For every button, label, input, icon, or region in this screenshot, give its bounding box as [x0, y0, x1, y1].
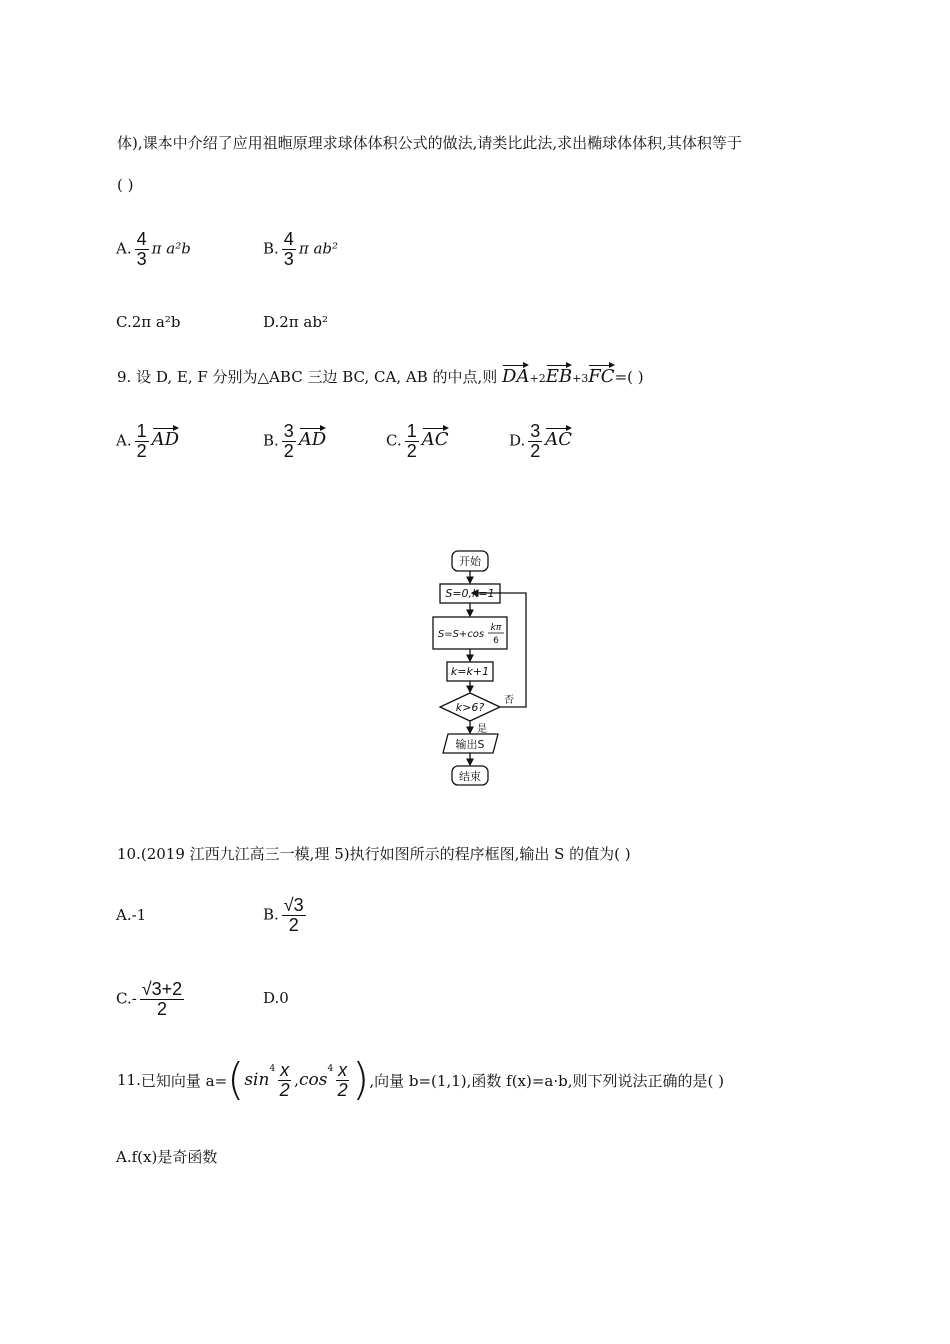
- numerator: 4: [283, 229, 294, 249]
- option-expression: π ab²: [298, 239, 338, 258]
- denominator: 3: [283, 248, 294, 269]
- coefficient: +3: [572, 372, 589, 385]
- fraction: [135, 230, 149, 269]
- end-label: 结束: [459, 770, 481, 783]
- q9-option-d: [509, 422, 572, 461]
- update-numerator: kπ: [490, 623, 502, 633]
- option-label: C.-: [116, 989, 137, 1008]
- vector: AD: [299, 425, 326, 450]
- option-label: B.: [263, 239, 279, 258]
- output-label: 输出S: [455, 738, 485, 751]
- start-label: 开始: [459, 555, 481, 568]
- condition-label: k>6?: [455, 701, 485, 714]
- fraction: [528, 422, 542, 461]
- fraction: [405, 422, 419, 461]
- fraction: [336, 1061, 349, 1100]
- q10-stem: [117, 843, 631, 864]
- numerator: x: [338, 1059, 348, 1080]
- q11-option-a: A.f(x)是奇函数: [116, 1148, 218, 1166]
- exponent: 4: [269, 1064, 276, 1074]
- vector: AC: [422, 425, 449, 450]
- vector: AD: [152, 425, 179, 450]
- vector-fc: FC: [588, 362, 614, 387]
- comma: ,: [294, 1071, 299, 1089]
- cos-function: cos: [298, 1070, 328, 1090]
- q10-option-c: [116, 980, 187, 1019]
- fraction: [282, 422, 296, 461]
- vector: AC: [545, 425, 572, 450]
- increment-label: k=k+1: [450, 665, 490, 678]
- q10-option-b: [263, 896, 309, 935]
- option-expression: π a²b: [151, 239, 191, 258]
- right-paren: ): [352, 1054, 370, 1105]
- answer-blank: =( ): [614, 368, 644, 386]
- q8-option-d: D.2π ab²: [263, 313, 328, 331]
- q8-option-a: [116, 230, 191, 269]
- option-label: A.: [116, 239, 132, 258]
- fraction: [135, 422, 149, 461]
- question-number: 10.: [117, 845, 141, 863]
- numerator: x: [280, 1059, 290, 1080]
- option-label: A.: [116, 431, 132, 450]
- init-label: S=0,k=1: [445, 587, 495, 600]
- numerator: √3+2: [141, 979, 183, 999]
- denominator: 2: [283, 440, 294, 461]
- numerator: 1: [406, 421, 417, 441]
- option-label: D.: [509, 431, 526, 450]
- q9-stem: [117, 362, 644, 387]
- vector-eb: EB: [546, 362, 572, 387]
- denominator: 2: [279, 1079, 290, 1100]
- q10-option-a: A.-1: [116, 906, 147, 924]
- exponent: 4: [327, 1064, 334, 1074]
- yes-label: 是: [477, 724, 487, 735]
- fraction: [278, 1061, 291, 1100]
- coefficient: +2: [529, 372, 546, 385]
- vector-da: DA: [502, 362, 529, 387]
- fraction: [140, 980, 184, 1019]
- numerator: √3: [283, 895, 304, 915]
- option-label: C.: [386, 431, 402, 450]
- no-label: 否: [504, 695, 514, 706]
- question-text: (2019 江西九江高三一模,理 5)执行如图所示的程序框图,输出 S 的值为( ): [140, 845, 631, 863]
- q10-option-d: D.0: [263, 989, 289, 1007]
- denominator: 2: [530, 440, 541, 461]
- question-text: 已知向量 a=: [140, 1071, 228, 1090]
- q9-option-a: [116, 422, 179, 461]
- denominator: 2: [406, 440, 417, 461]
- numerator: 4: [136, 229, 147, 249]
- q9-option-c: [386, 422, 449, 461]
- denominator: 3: [136, 248, 147, 269]
- update-denominator: 6: [493, 636, 499, 646]
- update-label: S=S+cos: [437, 629, 485, 640]
- numerator: 1: [136, 421, 147, 441]
- fraction: [282, 896, 306, 935]
- left-paren: (: [227, 1054, 245, 1105]
- q8-option-b: [263, 230, 338, 269]
- denominator: 2: [156, 998, 167, 1019]
- sin-function: sin: [244, 1070, 270, 1090]
- intro-line: 体),课本中介绍了应用祖暅原理求球体体积公式的做法,请类比此法,求出椭球体体积,其体积等于: [117, 134, 742, 152]
- q8-option-c: C.2π a²b: [116, 313, 181, 331]
- question-text: ,向量 b=(1,1),函数 f(x)=a·b,则下列说法正确的是( ): [369, 1071, 724, 1090]
- numerator: 3: [530, 421, 541, 441]
- question-number: 11.: [117, 1071, 141, 1089]
- question-number: 9.: [117, 368, 132, 386]
- q11-stem: [117, 1054, 724, 1105]
- option-label: B.: [263, 431, 279, 450]
- denominator: 2: [288, 914, 299, 935]
- denominator: 2: [136, 440, 147, 461]
- q9-option-b: [263, 422, 326, 461]
- numerator: 3: [283, 421, 294, 441]
- fraction: [282, 230, 296, 269]
- denominator: 2: [337, 1079, 348, 1100]
- option-label: B.: [263, 905, 279, 924]
- answer-blank: ( ): [117, 176, 134, 194]
- question-text: 设 D, E, F 分别为△ABC 三边 BC, CA, AB 的中点,则: [136, 368, 498, 386]
- flowchart: [430, 545, 535, 790]
